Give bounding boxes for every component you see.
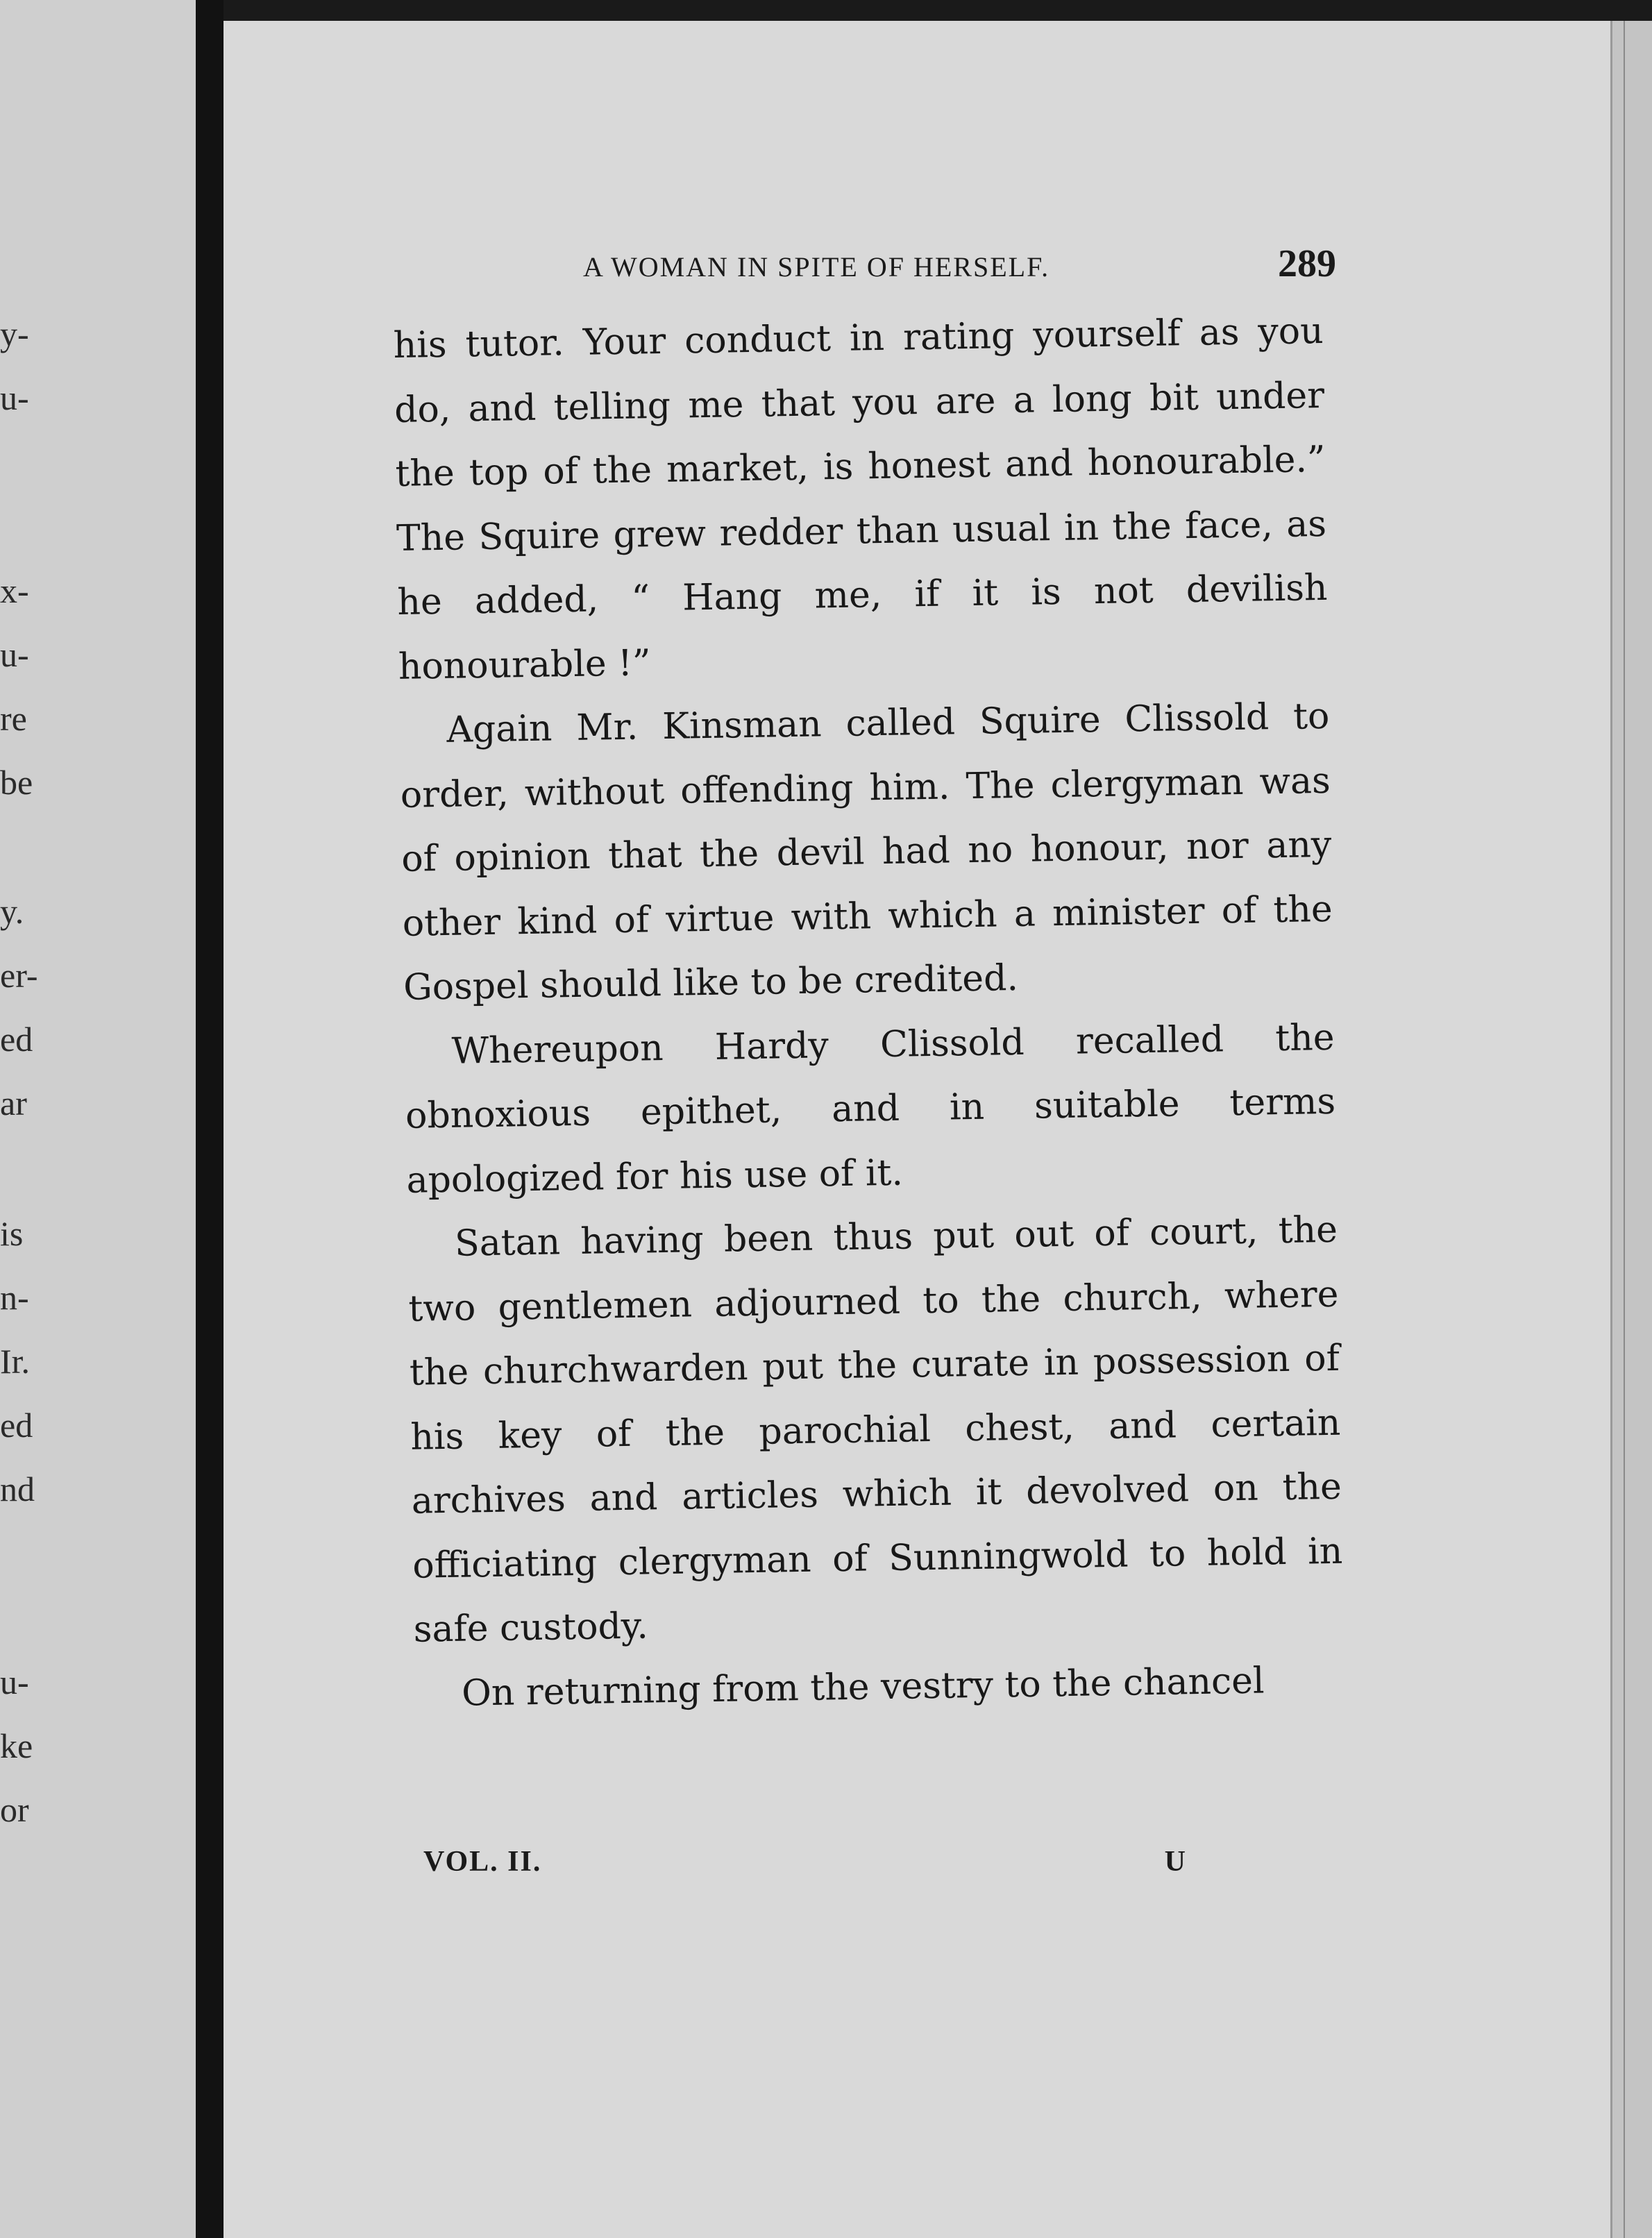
left-page-fragment: y. xyxy=(0,892,24,931)
volume-mark: VOL. II. xyxy=(423,1846,542,1878)
body-text xyxy=(393,299,1345,1726)
left-page-fragment: x- xyxy=(0,571,29,610)
signature-mark: U xyxy=(1164,1846,1187,1878)
left-page-fragment: u- xyxy=(0,1663,29,1701)
paragraph: Again Mr. Kinsman called Squire Clissold to order, without offending him. The clergyman was of opinion that the devil had no honour, nor any other kind of virtue with which a minister of the Gospel should like to be credited. xyxy=(400,695,1333,1009)
page-edge xyxy=(1610,21,1652,2238)
left-page-fragment: ar xyxy=(0,1084,27,1122)
left-page-fragment: Ir. xyxy=(0,1342,31,1381)
left-page-fragment: ed xyxy=(0,1020,33,1059)
left-page-fragment: be xyxy=(0,763,33,802)
paragraph: Satan having been thus put out of court, the two gentlemen adjourned to the church, where the churchwarden put the curate in possession of his key of the parochial chest, and certain archives and articles which it devolved on the officiating clergyman of Sunningwold to hold in safe custody. xyxy=(408,1209,1343,1651)
paragraph: Whereupon Hardy Clissold recalled the obnoxious epithet, and in suitable terms apologized for his use of it. xyxy=(405,1016,1336,1202)
left-page-fragment: er- xyxy=(0,956,38,995)
page-number: 289 xyxy=(1278,242,1336,285)
left-page-fragment: y- xyxy=(0,314,29,353)
book-gutter xyxy=(196,0,224,2238)
left-page-edge xyxy=(0,0,196,2238)
paragraph: his tutor. Your conduct in rating yourself as you do, and telling me that you are a long bit under the top of the market, is honest and honourable.” The Squire grew redder than usual in the face, as he added, “ Hang me, if it is not devilish honourable !” xyxy=(393,310,1328,688)
left-page-fragment: u- xyxy=(0,378,29,417)
left-page-fragment: ke xyxy=(0,1726,33,1765)
page-footer xyxy=(423,1845,1187,1878)
left-page-fragment: nd xyxy=(0,1470,35,1508)
left-page-fragment: or xyxy=(0,1790,29,1829)
running-title: A WOMAN IN SPITE OF HERSELF. xyxy=(583,251,1050,283)
running-head xyxy=(583,242,1336,286)
left-page-fragment: ed xyxy=(0,1406,33,1445)
left-page-fragment: n- xyxy=(0,1278,29,1317)
paragraph: On returning from the vestry to the chancel xyxy=(461,1660,1265,1715)
left-page-fragment: re xyxy=(0,699,27,738)
left-page-fragment: is xyxy=(0,1214,24,1253)
left-page-fragment: u- xyxy=(0,635,29,674)
